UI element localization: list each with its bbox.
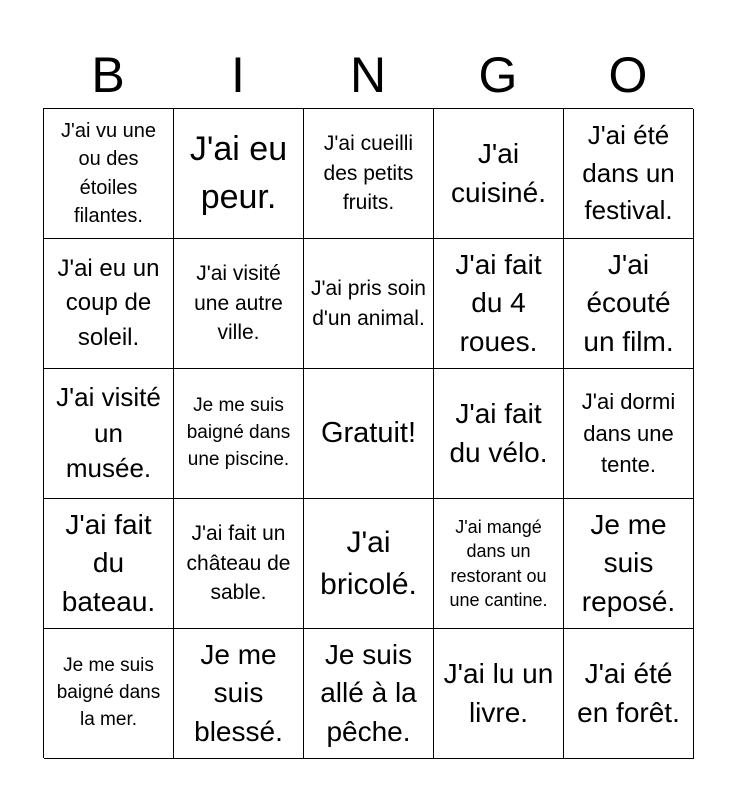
cell-text: J'ai écouté un film. [583, 248, 674, 357]
cell-text: J'ai dormi dans une tente. [581, 388, 676, 478]
cell-text: Gratuit! [320, 417, 417, 450]
bingo-cell-r2-c4[interactable] [434, 239, 564, 369]
cell-text: J'ai fait du 4 roues. [455, 248, 542, 357]
bingo-cell-r2-c3[interactable] [304, 239, 434, 369]
bingo-cell-r1-c5[interactable] [564, 109, 694, 239]
bingo-card-grid [43, 108, 693, 758]
bingo-cell-r4-c3[interactable] [304, 499, 434, 629]
bingo-cell-r4-c1[interactable] [44, 499, 174, 629]
cell-text: J'ai mangé dans un restorant ou une cantine. [449, 516, 548, 610]
bingo-cell-r2-c5[interactable] [564, 239, 694, 369]
header-letter-n: N [349, 47, 387, 103]
cell-text: J'ai visité un musée. [56, 381, 161, 484]
bingo-cell-r1-c1[interactable] [44, 109, 174, 239]
header-letter-g: G [478, 47, 518, 103]
cell-text: J'ai eu un coup de soleil. [57, 255, 160, 351]
cell-text: Je me suis baigné dans une piscine. [186, 395, 291, 470]
bingo-cell-r5-c5[interactable] [564, 629, 694, 759]
bingo-header [43, 42, 693, 108]
bingo-cell-r3-c3[interactable] [304, 369, 434, 499]
bingo-cell-r4-c4[interactable] [434, 499, 564, 629]
bingo-cell-r5-c4[interactable] [434, 629, 564, 759]
bingo-cell-r3-c1[interactable] [44, 369, 174, 499]
cell-text: J'ai vu une ou des étoiles filantes. [61, 119, 156, 227]
bingo-cell-r4-c2[interactable] [174, 499, 304, 629]
cell-text: J'ai lu un livre. [443, 657, 554, 728]
cell-text: J'ai bricolé. [320, 526, 417, 601]
bingo-cell-r5-c1[interactable] [44, 629, 174, 759]
bingo-cell-r5-c2[interactable] [174, 629, 304, 759]
header-letter-b: B [91, 47, 125, 103]
bingo-cell-r2-c1[interactable] [44, 239, 174, 369]
cell-text: J'ai fait du bateau. [61, 508, 156, 617]
cell-text: J'ai cuisiné. [451, 137, 546, 208]
cell-text: Je me suis baigné dans la mer. [56, 655, 161, 730]
bingo-cell-r1-c4[interactable] [434, 109, 564, 239]
bingo-cell-r5-c3[interactable] [304, 629, 434, 759]
bingo-cell-r3-c4[interactable] [434, 369, 564, 499]
header-letter-o: O [608, 47, 648, 103]
bingo-cell-r3-c5[interactable] [564, 369, 694, 499]
header-letter-i: I [231, 47, 245, 103]
cell-text: J'ai cueilli des petits fruits. [323, 131, 414, 215]
cell-text: J'ai fait un château de sable. [186, 521, 291, 605]
bingo-cell-r1-c2[interactable] [174, 109, 304, 239]
cell-text: J'ai visité une autre ville. [194, 261, 283, 345]
cell-text: J'ai eu peur. [189, 129, 288, 216]
cell-text: J'ai pris soin d'un animal. [311, 276, 426, 330]
cell-text: Je me suis reposé. [581, 508, 676, 617]
cell-text: J'ai été en forêt. [577, 657, 680, 728]
bingo-cell-r3-c2[interactable] [174, 369, 304, 499]
bingo-cell-r4-c5[interactable] [564, 499, 694, 629]
cell-text: J'ai été dans un festival. [582, 119, 675, 226]
bingo-cell-r1-c3[interactable] [304, 109, 434, 239]
cell-text: Je me suis blessé. [194, 638, 283, 747]
cell-text: J'ai fait du vélo. [449, 397, 548, 468]
cell-text: Je suis allé à la pêche. [320, 638, 417, 747]
bingo-cell-r2-c2[interactable] [174, 239, 304, 369]
